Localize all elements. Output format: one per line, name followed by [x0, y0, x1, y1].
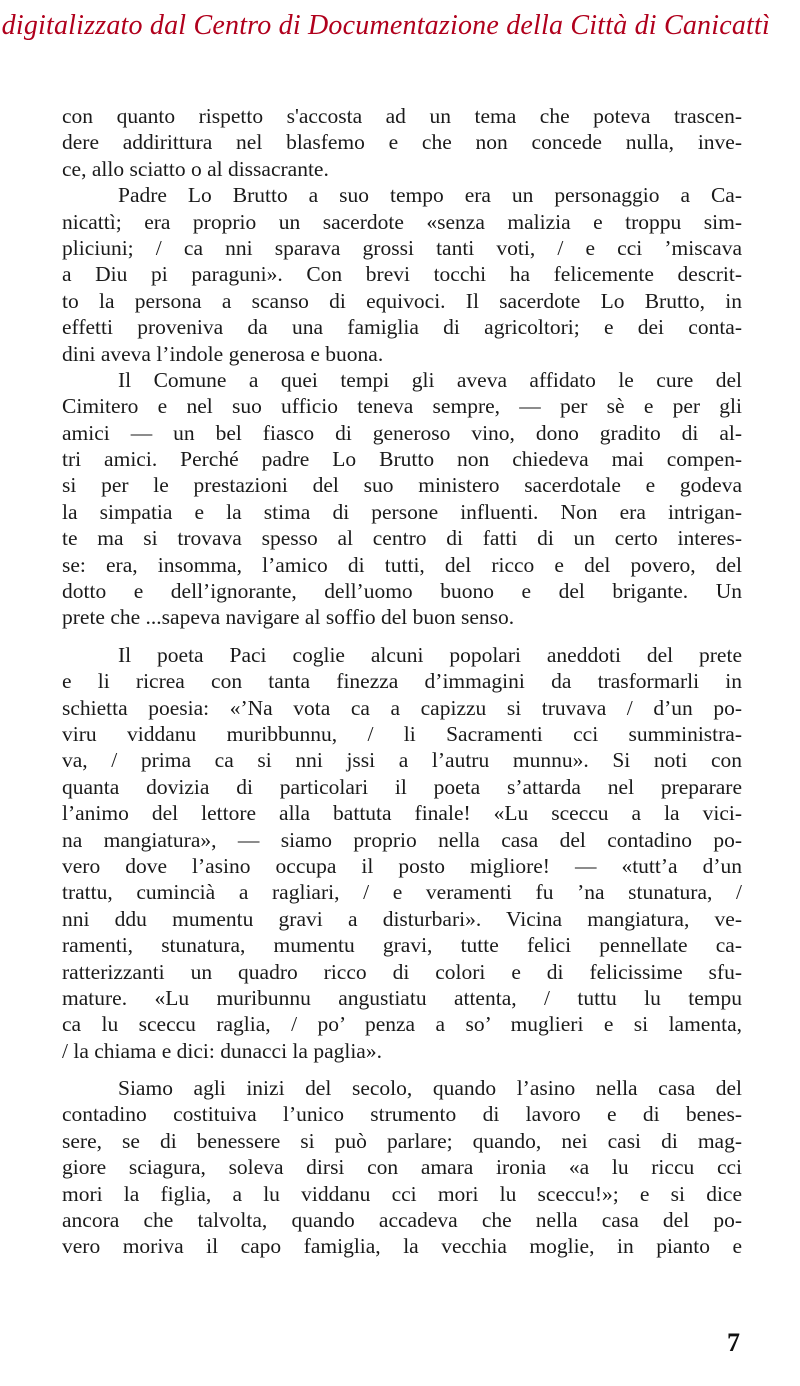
text-line: ce, allo sciatto o al dissacrante.: [62, 156, 329, 181]
text-line: va, / prima ca si nni jssi a l’autru munnu». Si noti con: [62, 748, 742, 773]
text-line: ca lu sceccu raglia, / po’ penza a so’ muglieri e si lamenta,: [62, 1012, 742, 1037]
text-line: e li ricrea con tanta finezza d’immagini da trasformarli in: [62, 669, 742, 694]
text-line: pliciuni; / ca nni sparava grossi tanti voti, / e cci ’miscava: [62, 235, 742, 260]
text-line: Siamo agli inizi del secolo, quando l’asino nella casa del: [118, 1076, 742, 1101]
text-line: mori la figlia, a lu viddanu cci mori lu sceccu!»; e si dice: [62, 1181, 742, 1206]
text-line: giore sciagura, soleva dirsi con amara ironia «a lu riccu cci: [62, 1155, 742, 1180]
text-line: Il poeta Paci coglie alcuni popolari aneddoti del prete: [118, 642, 742, 667]
text-line: ancora che talvolta, quando accadeva che nella casa del po-: [62, 1208, 742, 1233]
text-line: Cimitero e nel suo ufficio teneva sempre, — per sè e per gli: [62, 394, 742, 419]
text-line: si per le prestazioni del suo ministero sacerdotale e godeva: [62, 473, 742, 498]
text-line: amici — un bel fiasco di generoso vino, dono gradito di al-: [62, 420, 742, 445]
text-line: sere, se di benessere si può parlare; quando, nei casi di mag-: [62, 1128, 742, 1153]
digitization-watermark: digitalizzato dal Centro di Documentazione della Città di Canicattì: [1, 10, 770, 41]
text-line: dere addirittura nel blasfemo e che non concede nulla, inve-: [62, 130, 742, 155]
text-line: dotto e dell’ignorante, dell’uomo buono e del brigante. Un: [62, 579, 742, 604]
text-line: l’animo del lettore alla battuta finale! «Lu sceccu a la vici-: [62, 801, 742, 826]
text-line: vero moriva il capo famiglia, la vecchia moglie, in pianto e: [62, 1234, 742, 1259]
text-line: ramenti, stunatura, mumentu gravi, tutte felici pennellate ca-: [62, 933, 742, 958]
text-line: effetti proveniva da una famiglia di agricoltori; e dei conta-: [62, 315, 742, 340]
page-number: 7: [727, 1328, 740, 1357]
text-line: na mangiatura», — siamo proprio nella casa del contadino po-: [62, 827, 742, 852]
text-line: nicattì; era proprio un sacerdote «senza malizia e troppu sim-: [62, 209, 742, 234]
text-line: viru viddanu muribbunnu, / li Sacramenti cci sumministra-: [62, 721, 742, 746]
text-line: se: era, insomma, l’amico di tutti, del ricco e del povero, del: [62, 552, 742, 577]
text-line: la simpatia e la stima di persone influenti. Non era intrigan-: [62, 499, 742, 524]
text-line: te ma si trovava spesso al centro di fatti di un certo interes-: [62, 526, 742, 551]
text-line: prete che ...sapeva navigare al soffio del buon senso.: [62, 605, 515, 630]
text-line: contadino costituiva l’unico strumento di lavoro e di benes-: [62, 1102, 742, 1127]
text-line: tri amici. Perché padre Lo Brutto non chiedeva mai compen-: [62, 447, 742, 472]
text-line: quanta dovizia di particolari il poeta s’attarda nel preparare: [62, 774, 742, 799]
page-body-text: [62, 103, 742, 1260]
text-line: ratterizzanti un quadro ricco di colori e di felicissime sfu-: [62, 959, 742, 984]
text-line: trattu, cumincià a ragliari, / e veramenti fu ’na stunatura, /: [62, 880, 742, 905]
text-line: dini aveva l’indole generosa e buona.: [62, 341, 384, 366]
text-line: to la persona a scanso di equivoci. Il sacerdote Lo Brutto, in: [62, 288, 742, 313]
text-line: mature. «Lu muribunnu angustiatu attenta, / tuttu lu tempu: [62, 985, 742, 1010]
text-line: / la chiama e dici: dunacci la paglia».: [62, 1038, 382, 1063]
paragraph-gap: [62, 631, 742, 642]
text-line: nni ddu mumentu gravi a disturbari». Vicina mangiatura, ve-: [62, 906, 742, 931]
text-line: Padre Lo Brutto a suo tempo era un personaggio a Ca-: [118, 183, 742, 208]
text-line: vero dove l’asino occupa il posto migliore! — «tutt’a d’un: [62, 853, 742, 878]
text-line: schietta poesia: «’Na vota ca a capizzu si truvava / d’un po-: [62, 695, 742, 720]
paragraph-gap: [62, 1064, 742, 1075]
text-line: a Diu pi paraguni». Con brevi tocchi ha felicemente descrit-: [62, 262, 742, 287]
text-line: con quanto rispetto s'accosta ad un tema che poteva trascen-: [62, 104, 742, 128]
text-line: Il Comune a quei tempi gli aveva affidato le cure del: [118, 367, 742, 392]
